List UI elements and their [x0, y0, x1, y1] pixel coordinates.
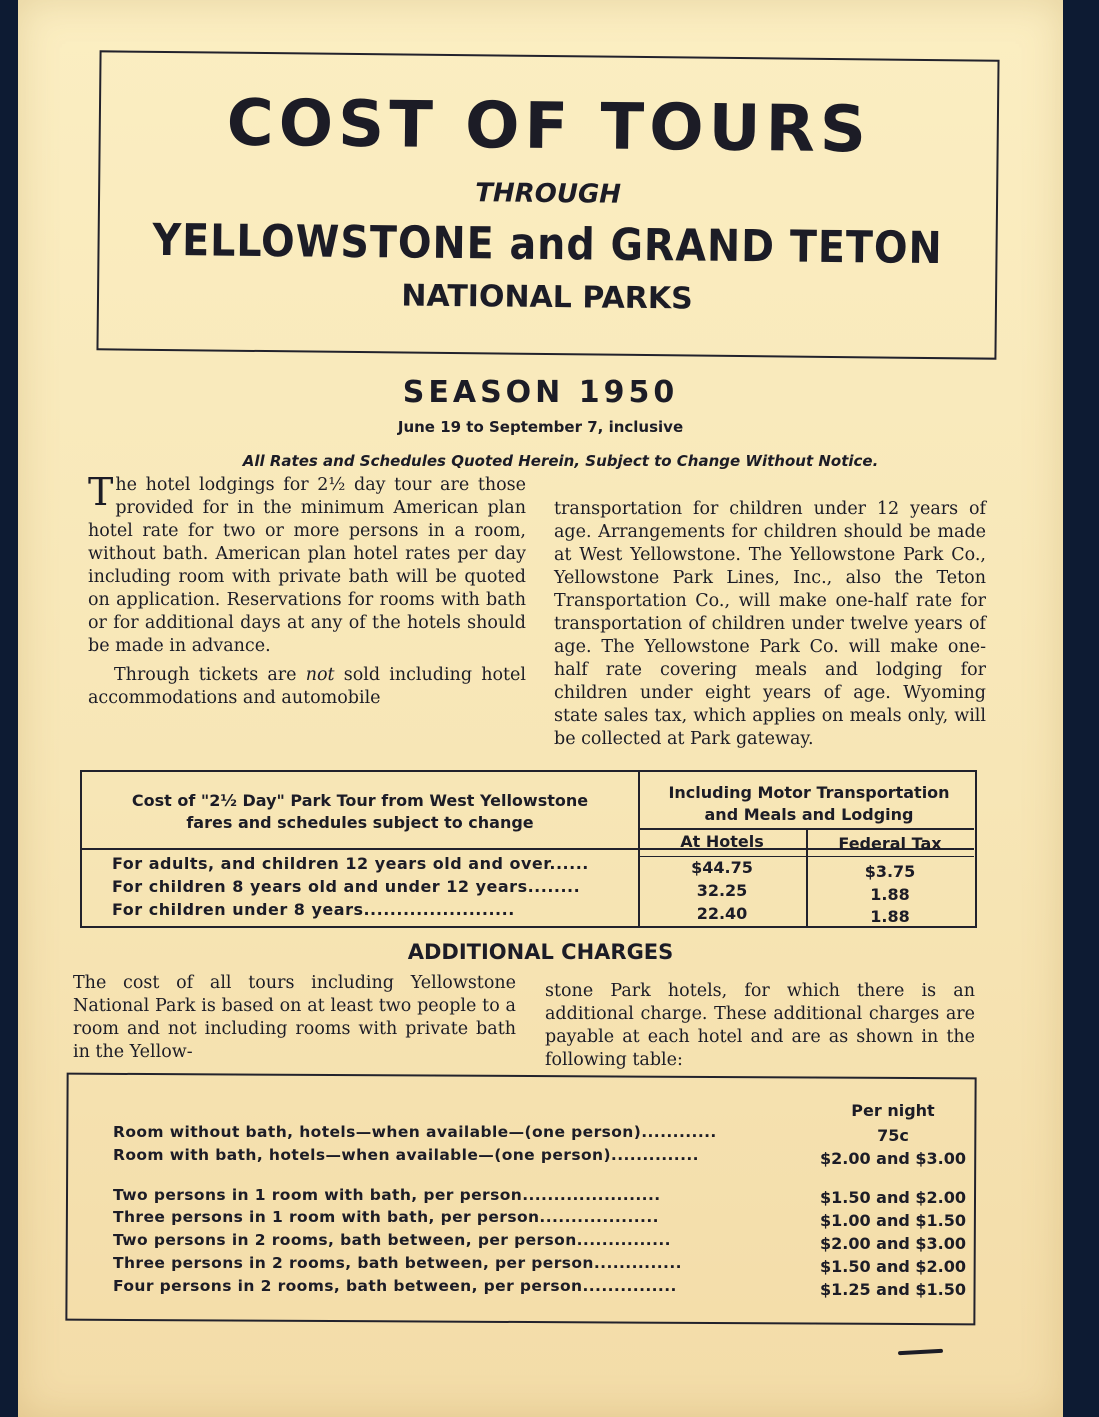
charge-row-value: $1.25 and $1.50 [820, 1280, 966, 1299]
charge-row-value: 75c [877, 1126, 909, 1145]
table-divider [638, 856, 974, 857]
additional-left-text: The cost of all tours including Yellowstone National Park is based on at least two people to a room and not including rooms with private bath in the Yellow- [73, 973, 516, 1062]
table-cell-tax: 1.88 [870, 907, 910, 926]
table-row-label: For adults, and children 12 years old and over...... [112, 854, 589, 873]
table-divider [638, 828, 974, 830]
additional-right-column [545, 980, 975, 1072]
charge-row-label: Room without bath, hotels—when available—(one person)............ [113, 1123, 717, 1141]
charge-row-label: Room with bath, hotels—when available—(one person).............. [113, 1146, 699, 1164]
col-header-tax: Federal Tax [838, 834, 942, 853]
intro-right-column [554, 498, 986, 751]
paper-mark [898, 1349, 943, 1355]
subtitle-through: THROUGH [475, 178, 622, 210]
season-dates: June 19 to September 7, inclusive [397, 418, 684, 436]
tour-table-group-header [642, 782, 976, 826]
charge-row-label: Three persons in 2 rooms, bath between, per person.............. [113, 1254, 682, 1272]
page-title: COST OF TOURS [226, 86, 872, 168]
additional-right-text: stone Park hotels, for which there is an additional charge. These additional charges are payable at each hotel and are as shown in the following table: [545, 981, 975, 1070]
additional-left-column [73, 972, 516, 1064]
charge-row-value: $1.00 and $1.50 [820, 1211, 966, 1230]
table-cell-tax: $3.75 [864, 862, 916, 881]
charge-row-label: Four persons in 2 rooms, bath between, per person............... [113, 1277, 677, 1295]
table-cell-tax: 1.88 [870, 885, 910, 904]
title-box [96, 50, 999, 359]
intro-left-column [88, 470, 527, 710]
table-cell-hotels: 32.25 [696, 881, 748, 900]
brochure-page [18, 0, 1063, 1417]
intro-paragraph-2-emphasis: not [305, 665, 335, 685]
table-row-label: For children under 8 years....................... [112, 900, 515, 919]
charge-row-value: $1.50 and $2.00 [820, 1257, 966, 1276]
additional-charges-heading: ADDITIONAL CHARGES [407, 940, 674, 964]
col-header-hotels: At Hotels [680, 832, 764, 851]
rates-notice: All Rates and Schedules Quoted Herein, Subject to Change Without Notice. [242, 452, 879, 470]
group-header-line2: and Meals and Lodging [704, 805, 914, 824]
charge-row-label: Two persons in 1 room with bath, per person...................... [113, 1186, 661, 1204]
tour-table-caption-line1: Cost of "2½ Day" Park Tour from West Yellowstone [131, 791, 589, 810]
intro-paragraph-2-end: sold including hotel accommodations and automobile [88, 665, 527, 708]
tour-table-caption-line2: fares and schedules subject to change [186, 813, 534, 832]
drop-cap: T [88, 470, 114, 514]
charge-row-value: $2.00 and $3.00 [820, 1149, 966, 1168]
parks-heading: YELLOWSTONE and GRAND TETON [152, 214, 943, 275]
per-night-header: Per night [851, 1101, 935, 1120]
charge-row-value: $1.50 and $2.00 [820, 1188, 966, 1207]
intro-paragraph-1 [88, 470, 526, 658]
charge-row-label: Two persons in 2 rooms, bath between, per person............... [113, 1231, 671, 1249]
table-cell-hotels: 22.40 [696, 904, 748, 923]
charge-row-value: $2.00 and $3.00 [820, 1234, 966, 1253]
intro-paragraph-2-start: Through tickets are [114, 665, 306, 685]
charge-row-label: Three persons in 1 room with bath, per person................... [113, 1208, 659, 1226]
national-parks-heading: NATIONAL PARKS [401, 278, 693, 317]
tour-cost-table [80, 770, 977, 928]
tour-table-caption [82, 790, 638, 834]
intro-paragraph-2 [88, 664, 526, 710]
table-cell-hotels: $44.75 [691, 858, 753, 877]
season-heading: SEASON 1950 [402, 375, 679, 410]
intro-right-text: transportation for children under 12 years of age. Arrangements for children should be made at West Yellowstone. The Yellowstone Park Co., Yellowstone Park Lines, Inc., also the Teton Transportation Co., will make one-half rate for transportation of children under twelve years of age. The Yellowstone Park Co. will make one-half rate covering meals and lodging for children under eight years of age. Wyoming state sales tax, which applies on meals only, will be collected at Park gateway. [554, 499, 986, 749]
table-row-label: For children 8 years old and under 12 years........ [112, 877, 581, 896]
group-header-line1: Including Motor Transportation [668, 783, 950, 802]
intro-paragraph-1-text: he hotel lodgings for 2½ day tour are those provided for in the minimum American plan hotel rate for two or more persons in a room, without bath. American plan hotel rates per day including room with private bath will be quoted on application. Reservations for rooms with bath or for additional days at any of the hotels should be made in advance. [88, 475, 526, 656]
